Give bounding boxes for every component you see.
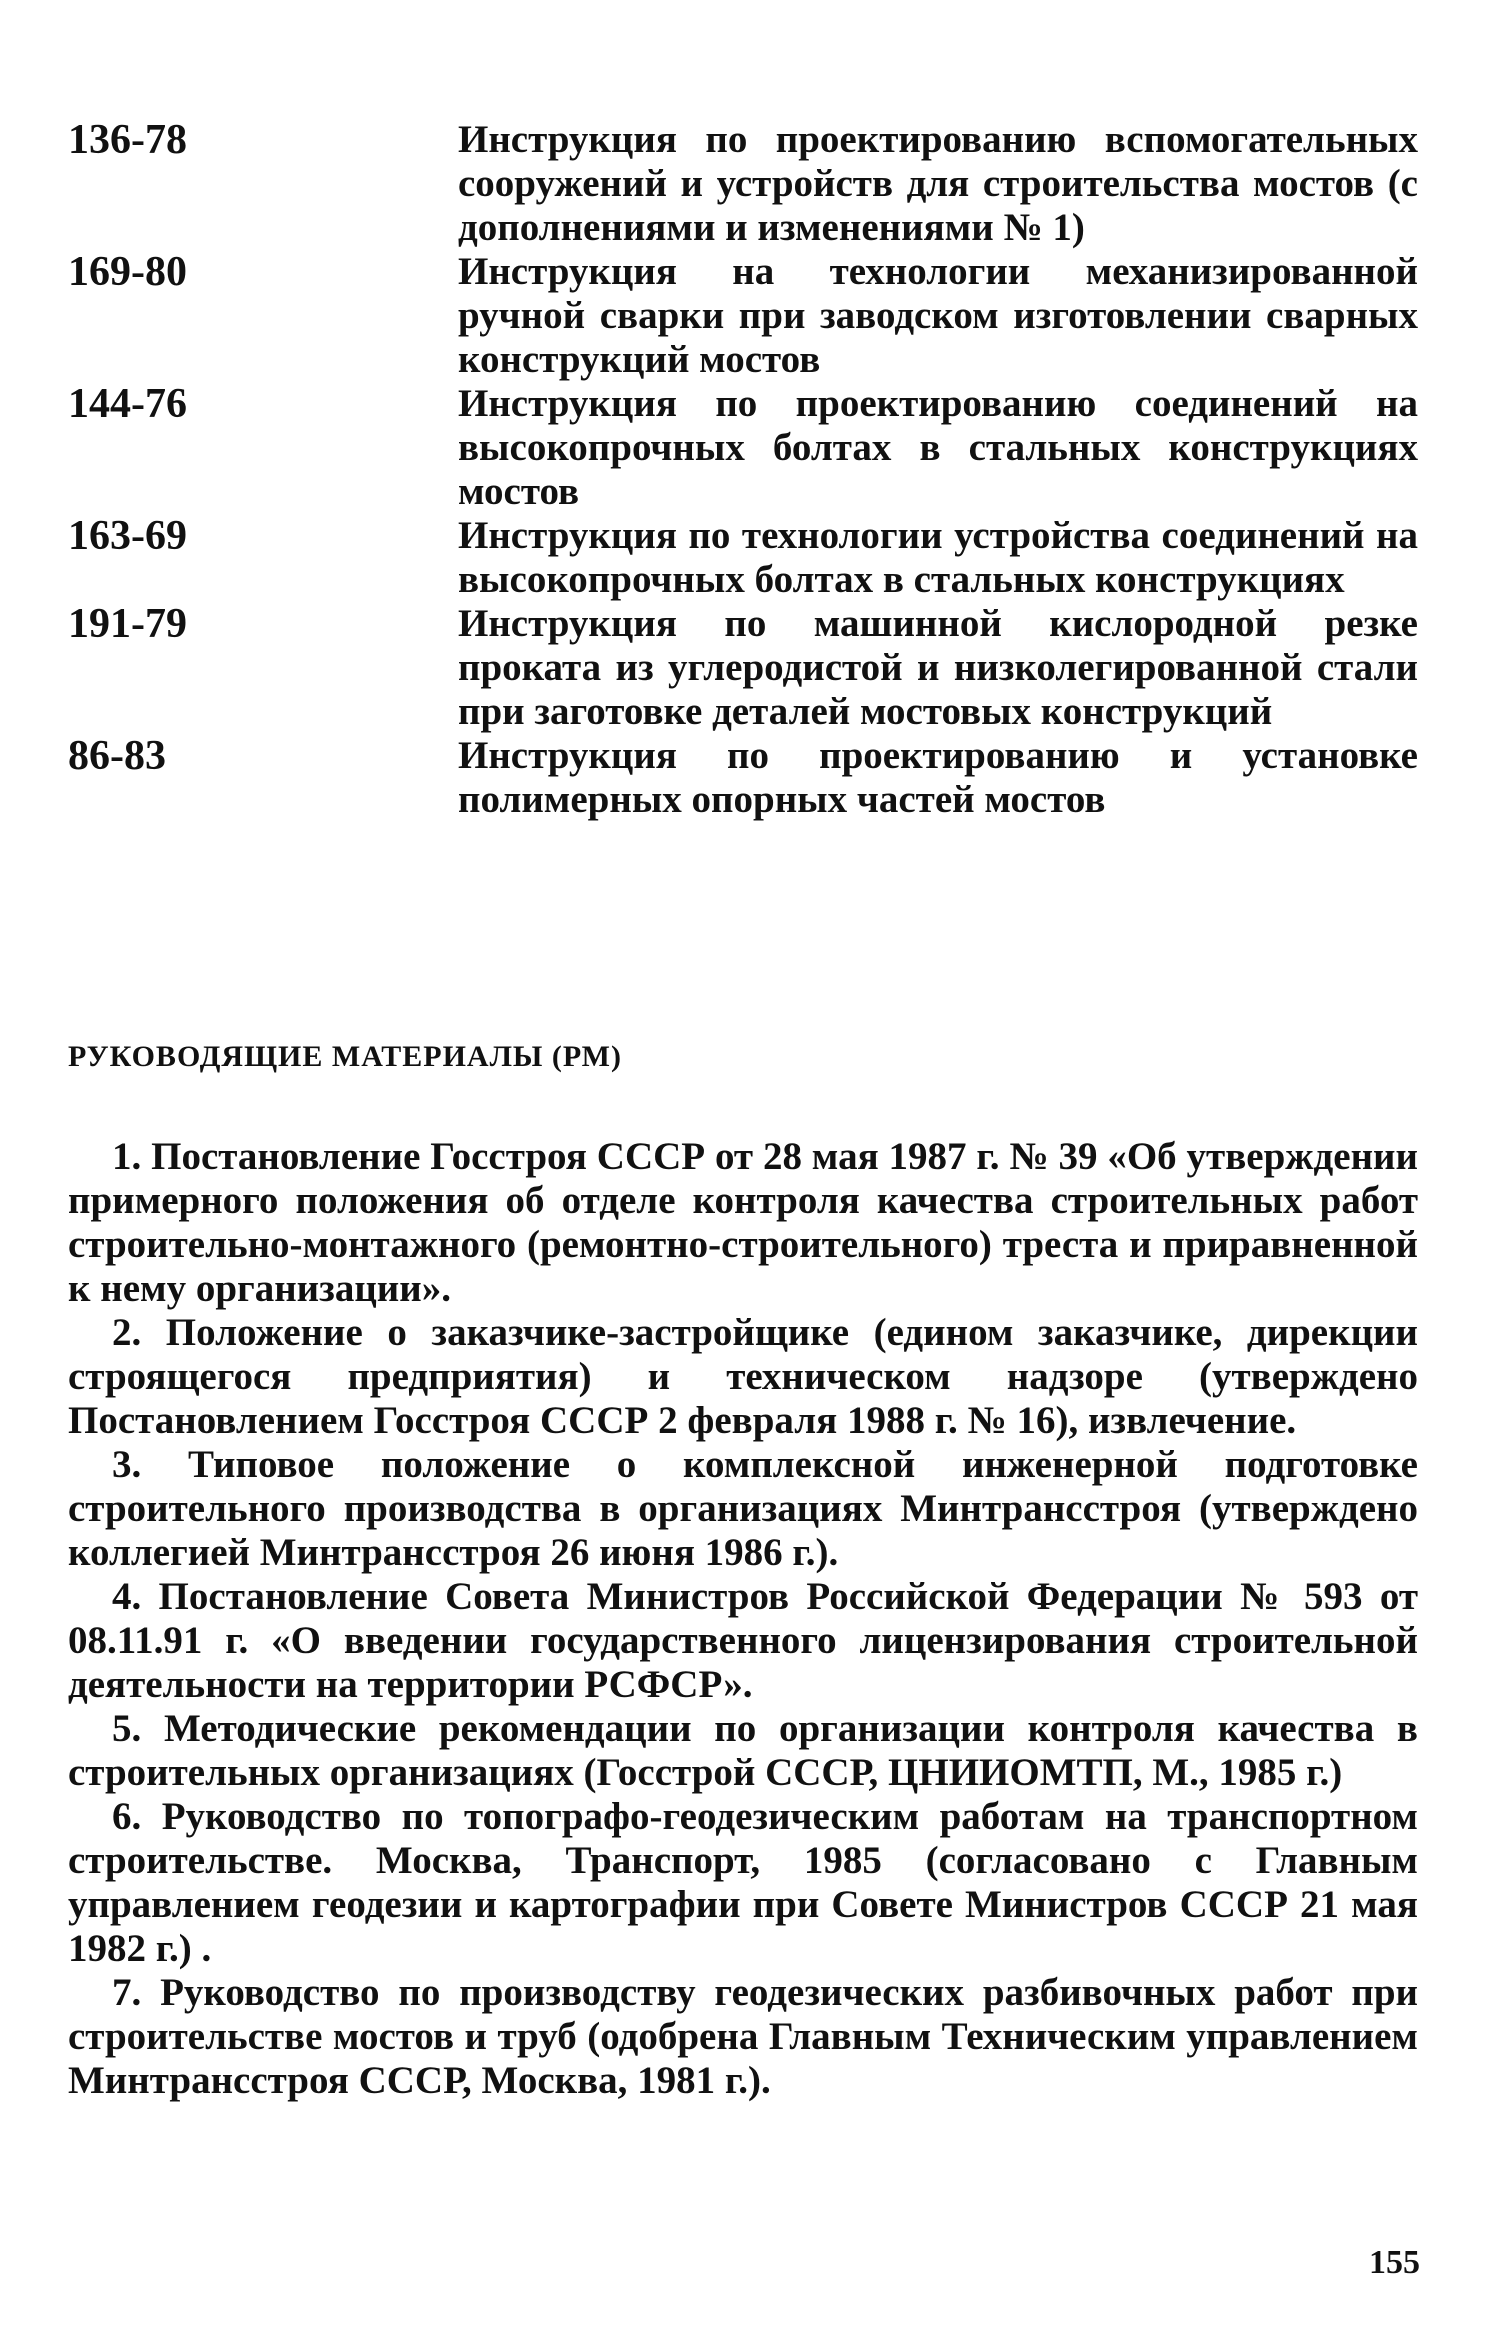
- reference-row: [68, 602, 1418, 734]
- page-number: 155: [1369, 2244, 1420, 2281]
- guidance-materials-list: [68, 1135, 1418, 2103]
- reference-code: 86-83: [68, 733, 166, 779]
- reference-row: [68, 118, 1418, 250]
- reference-code: 144-76: [68, 381, 187, 427]
- reference-title: Инструкция по проектированию вспомогательных сооружений и устройств для строительства мостов (с дополнениями и изменениями № 1): [458, 118, 1418, 249]
- section-heading: РУКОВОДЯЩИЕ МАТЕРИАЛЫ (РМ): [68, 1040, 622, 1073]
- reference-code: 136-78: [68, 117, 187, 163]
- list-item: 6. Руководство по топографо-геодезическим работам на транспортном строительстве. Москва, Транспорт, 1985 (согласовано с Главным управлением геодезии и картографии при Совете Министров СССР 21 мая 1982 г.) .: [68, 1795, 1418, 1970]
- reference-title: Инструкция по проектированию и установке полимерных опорных частей мостов: [458, 734, 1418, 821]
- reference-row: [68, 382, 1418, 514]
- reference-title: Инструкция по технологии устройства соединений на высокопрочных болтах в стальных конструкциях: [458, 514, 1418, 601]
- list-item: 3. Типовое положение о комплексной инженерной подготовке строительного производства в организациях Минтрансстроя (утверждено коллегией Минтрансстроя 26 июня 1986 г.).: [68, 1443, 1418, 1574]
- reference-row: [68, 250, 1418, 382]
- list-item: 5. Методические рекомендации по организации контроля качества в строительных организациях (Госстрой СССР, ЦНИИОМТП, М., 1985 г.): [68, 1707, 1418, 1794]
- list-item: 4. Постановление Совета Министров Российской Федерации № 593 от 08.11.91 г. «О введении государственного лицензирования строительной деятельности на территории РСФСР».: [68, 1575, 1418, 1706]
- reference-code: 191-79: [68, 601, 187, 647]
- list-item: 2. Положение о заказчике-застройщике (едином заказчике, дирекции строящегося предприятия) и техническом надзоре (утверждено Постановлением Госстроя СССР 2 февраля 1988 г. № 16), извлечение.: [68, 1311, 1418, 1442]
- reference-list: [68, 118, 1418, 822]
- reference-code: 163-69: [68, 513, 187, 559]
- list-item: 7. Руководство по производству геодезических разбивочных работ при строительстве мостов и труб (одобрена Главным Техническим управлением Минтрансстроя СССР, Москва, 1981 г.).: [68, 1971, 1418, 2102]
- reference-title: Инструкция по машинной кислородной резке проката из углеродистой и низколегированной стали при заготовке деталей мостовых конструкций: [458, 602, 1418, 733]
- reference-row: [68, 734, 1418, 822]
- reference-code: 169-80: [68, 249, 187, 295]
- reference-title: Инструкция по проектированию соединений на высокопрочных болтах в стальных конструкциях мостов: [458, 382, 1418, 513]
- list-item: 1. Постановление Госстроя СССР от 28 мая 1987 г. № 39 «Об утверждении примерного положения об отделе контроля качества строительных работ строительно-монтажного (ремонтно-строительного) треста и приравненной к нему организации».: [68, 1135, 1418, 1310]
- reference-title: Инструкция на технологии механизированной ручной сварки при заводском изготовлении сварных конструкций мостов: [458, 250, 1418, 381]
- reference-row: [68, 514, 1418, 602]
